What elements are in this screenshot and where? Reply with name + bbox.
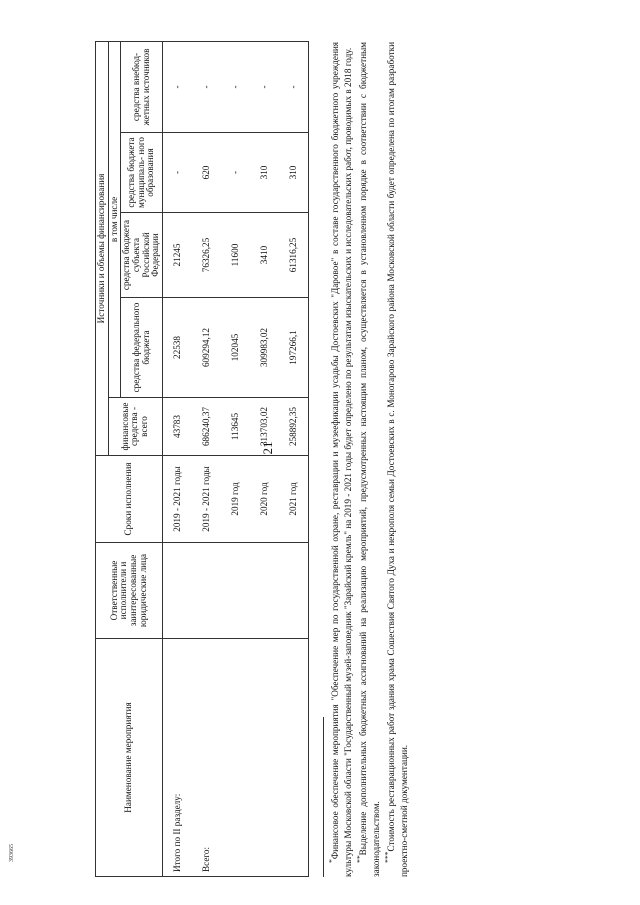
cell-municipal: - — [162, 133, 192, 213]
cell-federal: 197266,1 — [279, 298, 309, 398]
cell-subject: 3410 — [250, 213, 279, 298]
cell-offbudget: - — [250, 41, 279, 132]
cell-period: 2019 - 2021 годы — [192, 456, 221, 543]
footnote-mark: * — [326, 859, 336, 863]
rotated-page-content — [95, 42, 565, 877]
table-row — [250, 41, 279, 876]
cell-executors — [250, 543, 279, 639]
cell-total: 113645 — [221, 398, 250, 456]
cell-municipal: 620 — [192, 133, 221, 213]
cell-executors — [221, 543, 250, 639]
cell-offbudget: - — [279, 41, 309, 132]
cell-offbudget: - — [192, 41, 221, 132]
footnote-2 — [354, 42, 382, 877]
cell-name: Всего: — [192, 639, 221, 877]
header-incl: в том числе — [108, 41, 121, 397]
cell-name — [250, 639, 279, 877]
header-offbudget: средства внебюд- жетных источников — [121, 41, 163, 132]
footnote-text: Финансовое обеспечение мероприятия "Обеспечение мер по государственной охране, реставрации и музеефикации усадьбы Достоевских "Даровое" в составе государственного бюджетного учреждения культуры Московской области "Государственный музей-заповедник "Зарайский кремль" на 2019 - 2021 годы будет определено по результатам изыскательских и исследовательских работ, проводимых в 2018 году. — [330, 42, 353, 877]
table-row — [221, 41, 250, 876]
cell-subject: 21245 — [162, 213, 192, 298]
cell-federal: 609294,12 — [192, 298, 221, 398]
financing-table — [95, 41, 309, 877]
header-name: Наименование мероприятия — [96, 639, 163, 877]
footnote-separator — [323, 717, 324, 877]
cell-subject: 61316,25 — [279, 213, 309, 298]
cell-federal: 102045 — [221, 298, 250, 398]
cell-name: Итого по II разделу: — [162, 639, 192, 877]
footnote-text: Выделение дополнительных бюджетных ассигнований на реализацию мероприятий, предусмотренных настоящим планом, осуществляется в установленном порядке в соответствии с бюджетным законодательством. — [358, 42, 381, 877]
cell-total: 258892,35 — [279, 398, 309, 456]
cell-period: 2019 год — [221, 456, 250, 543]
footnote-3 — [382, 42, 410, 877]
header-total: финансовые средства - всего — [108, 398, 162, 456]
cell-period: 2020 год — [250, 456, 279, 543]
footnote-mark: *** — [383, 851, 393, 863]
cell-name — [279, 639, 309, 877]
table-row — [279, 41, 309, 876]
header-federal: средства федерального бюджета — [121, 298, 163, 398]
header-period: Сроки исполнения — [96, 456, 163, 543]
footnote-text: Стоимость реставрационных работ здания храма Сошествия Святого Духа и некрополя семьи Достоевских в с. Моногарово Зарайского района Московской области будет определена по итогам разработки проектно-сметной документации. — [386, 42, 409, 877]
cell-name — [221, 639, 250, 877]
cell-executors — [162, 543, 192, 639]
cell-total: 313703,02 — [250, 398, 279, 456]
cell-municipal: 310 — [250, 133, 279, 213]
cell-municipal: - — [221, 133, 250, 213]
cell-subject: 76326,25 — [192, 213, 221, 298]
table-row — [192, 41, 221, 876]
header-subject: средства бюджета субъекта Российской Федерации — [121, 213, 163, 298]
cell-federal: 309983,02 — [250, 298, 279, 398]
cell-subject: 11600 — [221, 213, 250, 298]
cell-offbudget: - — [221, 41, 250, 132]
cell-period: 2021 год — [279, 456, 309, 543]
cell-period: 2019 - 2021 годы — [162, 456, 192, 543]
page-number: 21 — [260, 441, 275, 455]
cell-offbudget: - — [162, 41, 192, 132]
cell-executors — [279, 543, 309, 639]
cell-total: 43783 — [162, 398, 192, 456]
footnotes — [326, 42, 410, 877]
header-municipal: средства бюджета муниципаль- ного образования — [121, 133, 163, 213]
footnote-1 — [326, 42, 354, 877]
cell-municipal: 310 — [279, 133, 309, 213]
header-executors: Ответственные исполнители и заинтересованные юридические лица — [96, 543, 163, 639]
cell-executors — [192, 543, 221, 639]
table-row — [162, 41, 192, 876]
header-sources: Источники и объемы финансирования — [96, 41, 109, 455]
cell-federal: 22538 — [162, 298, 192, 398]
document-code: 393665 — [9, 844, 15, 862]
footnote-mark: ** — [355, 855, 364, 863]
cell-total: 686240,37 — [192, 398, 221, 456]
